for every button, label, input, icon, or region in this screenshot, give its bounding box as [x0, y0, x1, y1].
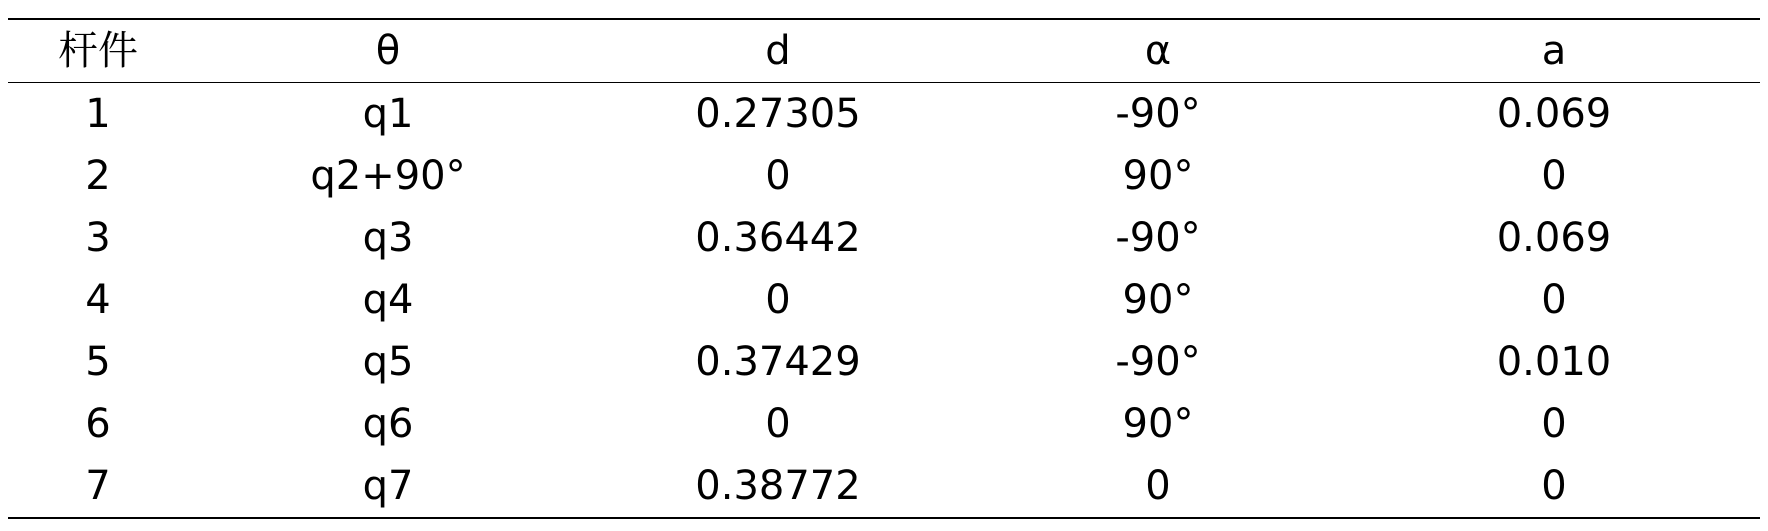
cell-a: 0 [1541, 153, 1567, 199]
cell-link: 7 [85, 463, 111, 509]
header-link: 杆件 [8, 19, 188, 83]
cell-theta: q3 [362, 215, 414, 261]
header-alpha: α [968, 19, 1348, 83]
table-row [8, 455, 1760, 518]
cell-theta: q7 [362, 463, 414, 509]
table-row [8, 269, 1760, 331]
cell-link: 6 [85, 401, 111, 447]
cell-link: 2 [85, 153, 111, 199]
header-a: a [1348, 19, 1760, 83]
cell-a: 0.069 [1496, 215, 1612, 261]
cell-theta: q5 [362, 339, 414, 385]
table-row [8, 145, 1760, 207]
cell-theta: q4 [362, 277, 414, 323]
dh-parameter-table [8, 18, 1760, 519]
table-row [8, 393, 1760, 455]
header-d: d [588, 19, 968, 83]
cell-alpha: 90° [1122, 153, 1194, 199]
header-theta: θ [188, 19, 588, 83]
table-row [8, 331, 1760, 393]
cell-d: 0.37429 [695, 339, 861, 385]
cell-alpha: 90° [1122, 401, 1194, 447]
cell-a: 0.069 [1496, 91, 1612, 137]
cell-d: 0.38772 [695, 463, 861, 509]
cell-alpha: -90° [1115, 339, 1201, 385]
cell-a: 0.010 [1496, 339, 1612, 385]
cell-a: 0 [1541, 401, 1567, 447]
cell-d: 0 [765, 277, 791, 323]
cell-d: 0 [765, 401, 791, 447]
cell-alpha: 0 [1145, 463, 1171, 509]
table-body [8, 83, 1760, 519]
table-row [8, 207, 1760, 269]
cell-theta: q2+90° [310, 153, 466, 199]
cell-a: 0 [1541, 277, 1567, 323]
cell-link: 1 [85, 91, 111, 137]
cell-theta: q1 [362, 91, 414, 137]
cell-link: 3 [85, 215, 111, 261]
cell-d: 0 [765, 153, 791, 199]
table-header [8, 19, 1760, 83]
cell-d: 0.36442 [695, 215, 861, 261]
cell-alpha: -90° [1115, 215, 1201, 261]
cell-alpha: -90° [1115, 91, 1201, 137]
header-row [8, 19, 1760, 83]
cell-d: 0.27305 [695, 91, 861, 137]
table-row [8, 83, 1760, 146]
cell-alpha: 90° [1122, 277, 1194, 323]
cell-link: 5 [85, 339, 111, 385]
cell-theta: q6 [362, 401, 414, 447]
cell-link: 4 [85, 277, 111, 323]
cell-a: 0 [1541, 463, 1567, 509]
